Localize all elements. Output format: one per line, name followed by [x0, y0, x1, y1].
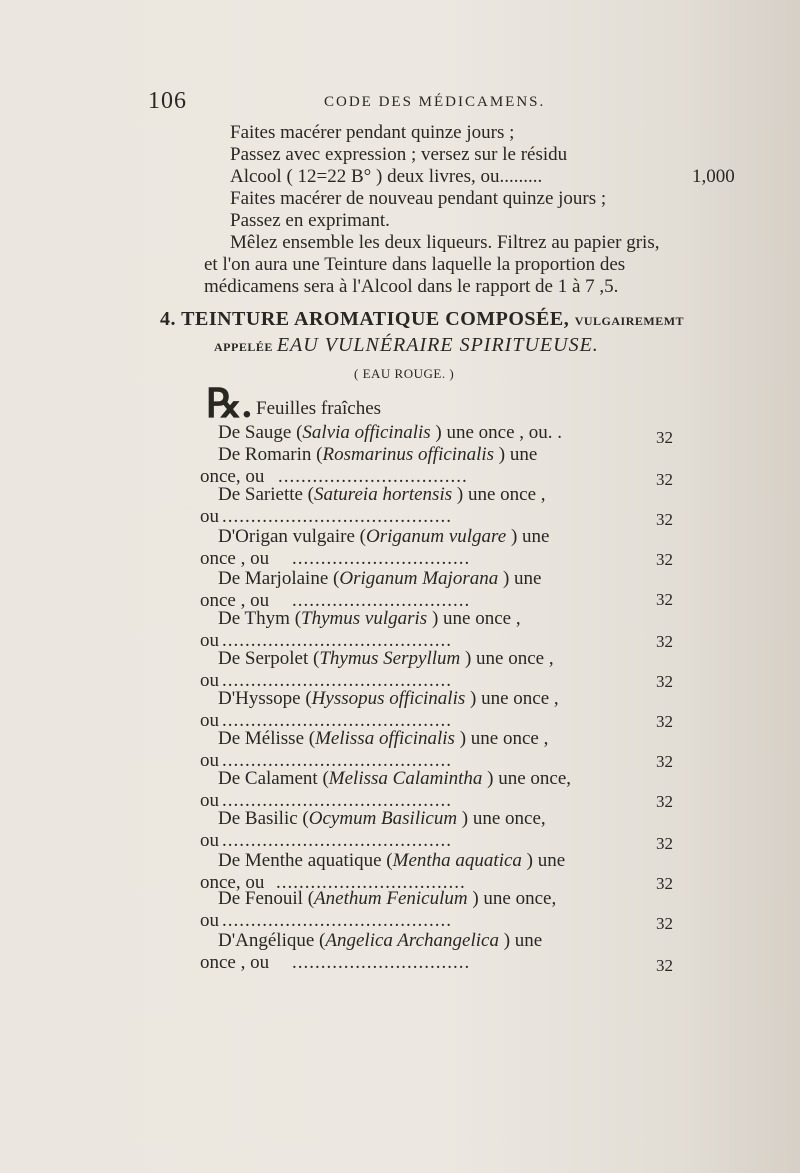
- entry-prefix: De Mélisse (: [218, 728, 316, 749]
- entry-second-line: ou: [200, 830, 219, 851]
- section-subtitle: [214, 334, 599, 357]
- entry-quantity: 32: [656, 590, 673, 609]
- intro-line: et l'on aura une Teinture dans laquelle la proportion des: [204, 254, 626, 275]
- entry-suffix: ) une once,: [472, 888, 557, 909]
- entry-prefix: De Marjolaine (: [218, 568, 340, 589]
- dot-leader: ........................................: [222, 630, 452, 651]
- entry-quantity: 32: [656, 632, 673, 651]
- entry-suffix: ) une once ,: [459, 728, 549, 749]
- entry-second-line: once , ou: [200, 548, 270, 569]
- entry-first-line: [218, 484, 546, 506]
- dot-leader: ...............................: [292, 952, 471, 973]
- entry-suffix: ) une once ,: [470, 688, 559, 709]
- section-sub-title: EAU VULNÉRAIRE SPIRITUEUSE.: [276, 334, 599, 356]
- entry-first-line: [218, 648, 554, 670]
- dot-leader: ........................................: [222, 830, 452, 851]
- entry-second-line: ou: [200, 790, 219, 811]
- dot-leader: ........................................: [222, 790, 452, 811]
- entry-suffix: ) une once ,: [431, 608, 521, 629]
- entry-latin-name: Mentha aquatica: [392, 850, 522, 871]
- entry-first-line: [218, 688, 559, 710]
- entry-quantity: 32: [656, 428, 673, 447]
- entry-prefix: De Fenouil (: [218, 888, 315, 909]
- entry-quantity: 32: [656, 914, 673, 933]
- section-alt-name: ( EAU ROUGE. ): [354, 366, 455, 381]
- entry-latin-name: Salvia officinalis: [302, 422, 431, 443]
- entry-prefix: D'Origan vulgaire (: [218, 526, 366, 547]
- entry-quantity: 32: [656, 550, 673, 569]
- entry-second-line: ou: [200, 710, 219, 731]
- entry-first-line: [218, 568, 541, 590]
- entry-second-line: once, ou: [200, 466, 265, 487]
- intro-line: Faites macérer pendant quinze jours ;: [230, 122, 515, 143]
- intro-line: médicamens sera à l'Alcool dans le rapport de 1 à 7 ,5.: [204, 276, 619, 297]
- entry-quantity: 32: [656, 470, 673, 489]
- entry-latin-name: Melissa Calamintha: [328, 768, 483, 789]
- entry-latin-name: Angelica Archangelica: [325, 930, 499, 951]
- alcool-amount: 1,000: [692, 166, 735, 187]
- entry-quantity: 32: [656, 712, 673, 731]
- entry-latin-name: Origanum Majorana: [339, 568, 499, 589]
- entry-latin-name: Origanum vulgare: [365, 526, 507, 547]
- entry-latin-name: Ocymum Basilicum: [308, 808, 458, 829]
- entry-quantity: 32: [656, 752, 673, 771]
- entry-first-line: [218, 850, 565, 872]
- entry-first-line: [218, 444, 537, 466]
- entry-prefix: De Sauge (: [218, 422, 303, 443]
- entry-second-line: ou: [200, 630, 219, 651]
- entry-prefix: De Thym (: [218, 608, 302, 629]
- dot-leader: ...............................: [292, 590, 471, 611]
- intro-line: Faites macérer de nouveau pendant quinze jours ;: [230, 188, 607, 209]
- dot-leader: ...............................: [292, 548, 471, 569]
- intro-line: Passez avec expression ; versez sur le résidu: [230, 144, 568, 165]
- entry-suffix: ) une: [526, 850, 566, 871]
- dot-leader: ........................................: [222, 670, 452, 691]
- entry-first-line: [218, 422, 562, 444]
- dot-leader: .................................: [278, 466, 468, 487]
- entry-suffix: ) une once ,: [456, 484, 546, 505]
- entry-suffix: ) une once,: [487, 768, 572, 789]
- section-sub-prefix: APPELÉE: [214, 340, 273, 354]
- entry-quantity: 32: [656, 834, 673, 853]
- entry-prefix: De Serpolet (: [218, 648, 320, 669]
- entry-prefix: De Basilic (: [218, 808, 309, 829]
- entry-latin-name: Satureia hortensis: [314, 484, 453, 505]
- dot-leader: ........................................: [222, 750, 452, 771]
- entry-second-line: once , ou: [200, 952, 270, 973]
- section-title-main: 4. TEINTURE AROMATIQUE COMPOSÉE,: [160, 308, 570, 330]
- running-head: CODE DES MÉDICAMENS.: [324, 94, 546, 110]
- entry-latin-name: Hyssopus officinalis: [311, 688, 466, 709]
- entry-prefix: De Menthe aquatique (: [218, 850, 393, 871]
- intro-line: Mêlez ensemble les deux liqueurs. Filtrez au papier gris,: [230, 232, 660, 253]
- entry-second-line: ou: [200, 750, 219, 771]
- entry-second-line: ou: [200, 506, 219, 527]
- page-number: 106: [148, 88, 187, 114]
- dot-leader: .................................: [276, 872, 466, 893]
- entry-first-line: [218, 768, 571, 790]
- entry-first-line: [218, 526, 549, 548]
- entry-first-line: [218, 930, 542, 952]
- intro-line-text: Alcool ( 12=22 B° ) deux livres, ou.........: [230, 166, 543, 187]
- entry-prefix: D'Angélique (: [218, 930, 326, 951]
- dot-leader: ........................................: [222, 910, 452, 931]
- dot-leader: ........................................: [222, 710, 452, 731]
- entry-second-line: ou: [200, 670, 219, 691]
- entry-prefix: De Sariette (: [218, 484, 315, 505]
- recipe-heading: Feuilles fraîches: [256, 398, 382, 419]
- section-title: [160, 308, 684, 331]
- entry-prefix: D'Hyssope (: [218, 688, 312, 709]
- entry-suffix: ) une once ,: [464, 648, 554, 669]
- entry-first-line: [218, 888, 556, 910]
- entry-suffix: ) une once,: [461, 808, 546, 829]
- entry-first-line: [218, 608, 521, 630]
- dot-leader: ........................................: [222, 506, 452, 527]
- entry-second-line: once, ou: [200, 872, 265, 893]
- entry-quantity: 32: [656, 792, 673, 811]
- entry-suffix: ) une: [510, 526, 550, 547]
- entry-quantity: 32: [656, 874, 673, 893]
- entry-quantity: 32: [656, 956, 673, 975]
- intro-line: [230, 166, 735, 188]
- entry-latin-name: Thymus vulgaris: [301, 608, 428, 629]
- entry-second-line: once , ou: [200, 590, 270, 611]
- entry-suffix: ) une: [502, 568, 542, 589]
- entry-latin-name: Thymus Serpyllum: [319, 648, 461, 669]
- section-title-suffix: VULGAIREMEMT: [574, 314, 685, 328]
- entry-first-line: [218, 808, 546, 830]
- entry-suffix: ) une: [498, 444, 538, 465]
- intro-line: Passez en exprimant.: [230, 210, 390, 231]
- entry-prefix: De Calament (: [218, 768, 329, 789]
- entry-latin-name: Anethum Feniculum: [314, 888, 468, 909]
- entry-second-line: ou: [200, 910, 219, 931]
- entry-suffix: ) une once , ou. .: [435, 422, 563, 443]
- entry-first-line: [218, 728, 548, 750]
- entry-prefix: De Romarin (: [218, 444, 323, 465]
- page-header: [148, 88, 568, 118]
- entry-latin-name: Melissa officinalis: [315, 728, 455, 749]
- entry-quantity: 32: [656, 510, 673, 529]
- entry-quantity: 32: [656, 672, 673, 691]
- entry-suffix: ) une: [503, 930, 543, 951]
- entry-latin-name: Rosmarinus officinalis: [322, 444, 495, 465]
- recipe-symbol: ℞.: [206, 381, 252, 426]
